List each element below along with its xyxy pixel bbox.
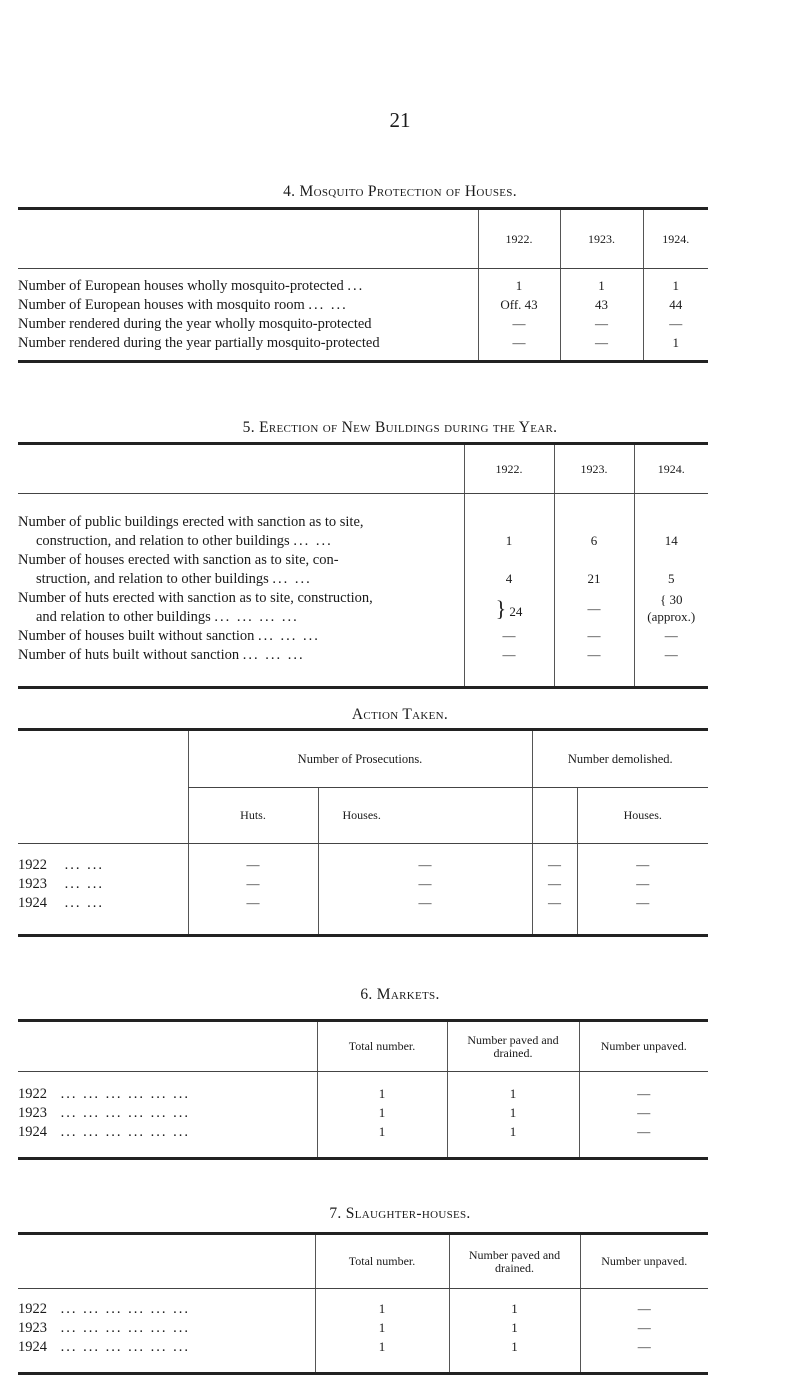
group-header-prosecutions: Number of Prosecutions. (188, 730, 532, 788)
table-row: 1923 ... ... — — — — (18, 876, 708, 895)
cell-value: 1 (560, 278, 643, 297)
cell-value: — (554, 590, 634, 628)
cell-value: — (643, 316, 708, 335)
cell-value: 1 (447, 1105, 579, 1124)
cell-value: — (318, 876, 532, 895)
table-row: 1924 ... ... — — — — (18, 895, 708, 914)
cell-value: 1 (643, 278, 708, 297)
slaughter-houses-table (18, 1232, 708, 1375)
section-number: 4. (283, 183, 296, 200)
row-label: Number of European houses with mosquito room (18, 296, 305, 313)
table-row: 1924 ... ... ... ... ... ... 1 1 — (18, 1339, 708, 1358)
row-year: 1922 (18, 1300, 47, 1317)
cell-value: — (318, 857, 532, 876)
cell-value: — (580, 1320, 708, 1339)
cell-value: — (318, 895, 532, 914)
cell-value: Off. 43 (478, 297, 560, 316)
cell-value: 21 (554, 571, 634, 590)
table-row: 1923 ... ... ... ... ... ... 1 1 — (18, 1105, 708, 1124)
cell-value: — (554, 647, 634, 666)
cell-value: — (554, 628, 634, 647)
table-row (18, 514, 708, 533)
cell-value: — (577, 895, 708, 914)
cell-value: 1 (464, 533, 554, 552)
table-row: 1922 ... ... ... ... ... ... 1 1 — (18, 1086, 708, 1105)
col-header-1922: 1922. (478, 209, 560, 269)
section-title: Mosquito Protection of Houses. (299, 183, 517, 200)
cell-value: — (560, 316, 643, 335)
col-header-total: Total number. (317, 1021, 447, 1072)
row-year: 1922 (18, 856, 47, 873)
section-title: Slaughter-houses. (345, 1205, 471, 1222)
col-header-paved: Number paved and drained. (447, 1021, 579, 1072)
row-year: 1922 (18, 1085, 47, 1102)
subheader-houses: Houses. (318, 788, 532, 844)
row-label: Number rendered during the year wholly mosquito-protected (18, 315, 372, 332)
section-5-heading (0, 419, 800, 437)
cell-value: 1 (315, 1320, 449, 1339)
action-table (18, 728, 708, 937)
cell-value: 30 (669, 591, 683, 607)
cell-value: 1 (317, 1086, 447, 1105)
col-header-unpaved: Number unpaved. (579, 1021, 708, 1072)
col-header-unpaved: Number unpaved. (580, 1234, 708, 1289)
subheader-huts: Huts. (188, 788, 318, 844)
row-label: Number of houses erected with sanction as to site, con- (18, 551, 339, 568)
cell-value: 1 (449, 1339, 580, 1358)
cell-value: 6 (554, 533, 634, 552)
cell-value: 1 (447, 1086, 579, 1105)
col-header-total: Total number. (315, 1234, 449, 1289)
row-label: Number of public buildings erected with sanction as to site, (18, 513, 364, 530)
markets-table (18, 1019, 708, 1160)
cell-value: — (464, 628, 554, 647)
subheader-houses-demolished: Houses. (577, 788, 708, 844)
table-row: 1924 ... ... ... ... ... ... 1 1 — (18, 1124, 708, 1143)
section-number: 7. (329, 1205, 342, 1222)
table-row: Number of houses built without sanction ... ... ... — — — (18, 628, 708, 647)
cell-value: — (560, 335, 643, 354)
col-header-1924: 1924. (634, 444, 708, 494)
cell-value: — (188, 895, 318, 914)
row-year: 1923 (18, 1319, 47, 1336)
erection-table: 1922. 1923. 1924. Number of public buildings erected with sanction as to site, construction, and relation to other buildings ... ... 1 6 14 Number of houses erected with sanction as to site, con- struction, and relation to other buildings ... ... 4 21 5 Number of huts erected with sanction as to site, construction, } 24 — { 30 and relation to other buildings ... ... ... ... (approx.) Number of houses built without sanction ... ... ... — — — Number of huts built without sanction ... ... ... — — — (18, 442, 708, 689)
table-row: 1922 ... ... — — — — (18, 857, 708, 876)
cell-value: 24 (509, 603, 523, 619)
cell-value: — (577, 876, 708, 895)
cell-value: 44 (643, 297, 708, 316)
section-title: Erection of New Buildings during the Year. (259, 419, 558, 436)
row-year: 1923 (18, 875, 47, 892)
section-number: 6. (360, 986, 373, 1003)
col-header-1924: 1924. (643, 209, 708, 269)
cell-value: — (478, 316, 560, 335)
cell-value: 1 (315, 1301, 449, 1320)
cell-value: 43 (560, 297, 643, 316)
row-label: Number rendered during the year partially mosquito-protected (18, 334, 380, 351)
table-row: 1922 ... ... ... ... ... ... 1 1 — (18, 1301, 708, 1320)
row-year: 1924 (18, 1123, 47, 1140)
mosquito-table (18, 207, 708, 363)
row-label: Number of huts erected with sanction as to site, construction, (18, 589, 373, 606)
cell-value: 14 (634, 533, 708, 552)
cell-value: 1 (478, 278, 560, 297)
cell-value: 1 (317, 1124, 447, 1143)
row-label: Number of houses built without sanction (18, 627, 255, 644)
section-6-heading (0, 986, 800, 1004)
section-4-heading (0, 183, 800, 201)
col-header-1923: 1923. (560, 209, 643, 269)
cell-value: — (478, 335, 560, 354)
cell-value: — (579, 1124, 708, 1143)
brace-icon: } (495, 595, 507, 621)
row-label: Number of European houses wholly mosquito-protected (18, 277, 344, 294)
brace-icon: { (660, 591, 667, 607)
action-taken-heading (0, 706, 800, 724)
col-header-1923: 1923. (554, 444, 634, 494)
row-label: Number of huts built without sanction (18, 646, 240, 663)
table-row: Number of European houses with mosquito room ... ... Off. 43 43 44 (18, 297, 708, 316)
cell-value: — (579, 1105, 708, 1124)
section-title: Markets. (376, 986, 440, 1003)
col-header-1922: 1922. (464, 444, 554, 494)
table-row: Number of huts built without sanction ... ... ... — — — (18, 647, 708, 666)
cell-value: 5 (634, 571, 708, 590)
cell-value: 1 (643, 335, 708, 354)
cell-value: — (580, 1339, 708, 1358)
cell-value: 1 (447, 1124, 579, 1143)
cell-value: 4 (464, 571, 554, 590)
cell-value: — (188, 857, 318, 876)
page-number: 21 (389, 108, 411, 132)
cell-value: — (580, 1301, 708, 1320)
col-header-paved: Number paved and drained. (449, 1234, 580, 1289)
cell-value: — (634, 647, 708, 666)
row-year: 1924 (18, 894, 47, 911)
table-row (18, 552, 708, 571)
cell-value: — (532, 876, 577, 895)
section-7-heading (0, 1205, 800, 1223)
section-title: Action Taken. (351, 706, 449, 723)
group-header-demolished: Number demolished. (532, 730, 708, 788)
cell-value: 1 (449, 1301, 580, 1320)
cell-value: 1 (449, 1320, 580, 1339)
cell-value: — (579, 1086, 708, 1105)
row-year: 1923 (18, 1104, 47, 1121)
table-row: Number of European houses wholly mosquito-protected ... 1 1 1 (18, 278, 708, 297)
cell-value: — (532, 857, 577, 876)
table-row (18, 316, 708, 335)
cell-value: — (532, 895, 577, 914)
table-row (18, 590, 708, 609)
table-row: 1923 ... ... ... ... ... ... 1 1 — (18, 1320, 708, 1339)
cell-value: — (577, 857, 708, 876)
cell-value: — (634, 628, 708, 647)
table-row (18, 335, 708, 354)
section-number: 5. (242, 419, 255, 436)
cell-value: 1 (315, 1339, 449, 1358)
row-year: 1924 (18, 1338, 47, 1355)
cell-value: — (464, 647, 554, 666)
cell-value: 1 (317, 1105, 447, 1124)
cell-value: — (188, 876, 318, 895)
cell-note: (approx.) (634, 609, 708, 628)
